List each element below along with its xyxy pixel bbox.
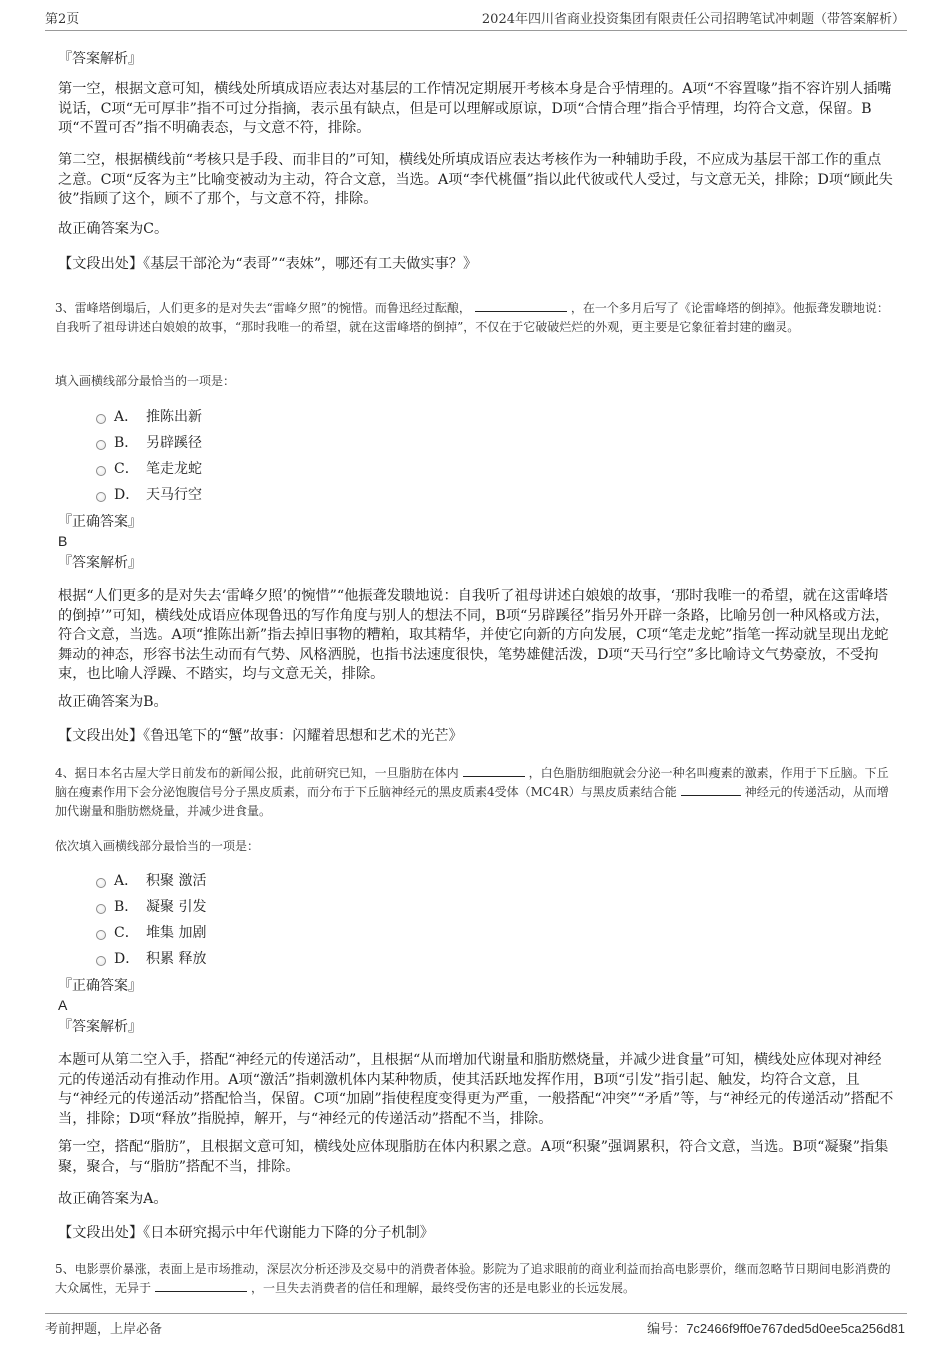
radio-icon[interactable]	[96, 440, 106, 450]
q4-analysis-p2: 第一空，搭配“脂肪”，且根据文意可知，横线处应体现脂肪在体内积累之意。A项“积聚”强调累积，符合文意，当选。B项“凝聚”指集聚，聚合，与“脂肪”搭配不当，排除。	[58, 1139, 889, 1175]
document-title: 2024年四川省商业投资集团有限责任公司招聘笔试冲刺题（带答案解析）	[481, 12, 905, 27]
radio-icon[interactable]	[96, 956, 106, 966]
q2-conclusion: 故正确答案为C。	[58, 221, 169, 237]
q3-option-c[interactable]: C． 笔走龙蛇	[96, 459, 202, 479]
radio-icon[interactable]	[96, 414, 106, 424]
q2-analysis-p1: 第一空，根据文意可知，横线处所填成语应表达对基层的工作情况定期展开考核本身是合乎情理的。A项“不容置喙”指不容许别人插嘴说话，C项“无可厚非”指不可过分指摘，表示虽有缺点，但是可以理解或原谅，D项“合情合理”指合乎情理，均符合文意，保留。B项“不置可否”指不明确表态，与文意不符，排除。	[58, 81, 892, 136]
q3-conclusion: 故正确答案为B。	[58, 694, 168, 710]
footer-divider	[45, 1313, 907, 1314]
q3-correct-answer: B	[58, 533, 68, 549]
q4-stem: 4、据日本名古屋大学日前发布的新闻公报，此前研究已知，一旦脂肪在体内 ，白色脂肪细胞就会分泌一种名叫瘦素的激素，作用于下丘脑。下丘脑在瘦素作用下会分泌饱腹信号分子黑皮质素，而分布于下丘脑神经元的黑皮质素4受体（MC4R）与黑皮质素结合能 神经元的传递活动，从而增加代谢量和脂肪燃烧量，并减少进食量。	[55, 766, 889, 818]
radio-icon[interactable]	[96, 492, 106, 502]
q2-analysis-p2: 第二空，根据横线前“考核只是手段、而非目的”可知，横线处所填成语应表达考核作为一种辅助手段，不应成为基层干部工作的重点之意。C项“反客为主”比喻变被动为主动，符合文意，当选。A项“李代桃僵”指以此代彼或代人受过，与文意无关，排除；D项“顾此失彼”指顾了这个，顾不了那个，与文意不符，排除。	[58, 152, 893, 207]
q4-conclusion: 故正确答案为A。	[58, 1191, 168, 1207]
q3-stem: 3、雷峰塔倒塌后，人们更多的是对失去“雷峰夕照”的惋惜。而鲁迅经过酝酿， ，在一个多月后写了《论雷峰塔的倒掉》。他振聋发聩地说：自我听了祖母讲述白娘娘的故事，“那时我唯一的希望，就在这雷峰塔的倒掉”，不仅在于它破破烂烂的外观，更主要是它象征着封建的幽灵。	[55, 301, 889, 334]
q2-source: 【文段出处】《基层干部沦为“表哥”“表妹”，哪还有工夫做实事？》	[58, 256, 478, 272]
q5-blank	[155, 1279, 247, 1292]
q3-blank	[475, 299, 567, 312]
radio-icon[interactable]	[96, 878, 106, 888]
radio-icon[interactable]	[96, 904, 106, 914]
q4-option-c[interactable]: C． 堆集 加剧	[96, 923, 206, 943]
document-code: 编号：7c2466f9ff0e767ded5d0ee5ca256d81	[647, 1321, 905, 1337]
page-number: 第2页	[45, 12, 80, 27]
q3-prompt: 填入画横线部分最恰当的一项是：	[55, 374, 236, 388]
q3-analysis-label: 『答案解析』	[58, 555, 142, 571]
q4-option-b[interactable]: B． 凝聚 引发	[96, 897, 206, 917]
q4-blank-2	[681, 783, 741, 796]
q3-analysis: 根据“人们更多的是对失去‘雷峰夕照’的惋惜”“他振聋发聩地说：自我听了祖母讲述白娘娘的故事，‘那时我唯一的希望，就在这雷峰塔的倒掉’”可知，横线处成语应体现鲁迅的写作角度与别人的想法不同，B项“另辟蹊径”指另外开辟一条路，比喻另创一种风格或方法，符合文意，当选。A项“推陈出新”指去掉旧事物的糟粕，取其精华，并使它向新的方向发展，C项“笔走龙蛇”指笔一挥动就呈现出龙蛇舞动的神态，形容书法生动而有气势、风格洒脱，也指书法速度很快，笔势雄健活泼，D项“天马行空”多比喻诗文气势豪放，不受拘束，也比喻人浮躁、不踏实，均与文意无关，排除。	[58, 588, 890, 682]
q3-source: 【文段出处】《鲁迅笔下的“蟹”故事：闪耀着思想和艺术的光芒》	[58, 728, 463, 744]
q4-analysis-label: 『答案解析』	[58, 1019, 142, 1035]
q2-analysis-label: 『答案解析』	[58, 51, 142, 67]
q4-option-d[interactable]: D． 积累 释放	[96, 949, 206, 969]
radio-icon[interactable]	[96, 466, 106, 476]
q4-option-a[interactable]: A． 积聚 激活	[96, 871, 206, 891]
q3-option-a[interactable]: A． 推陈出新	[96, 407, 202, 427]
q4-analysis: 本题可从第二空入手，搭配“神经元的传递活动”，且根据“从而增加代谢量和脂肪燃烧量，并减少进食量”可知，横线处应体现对神经元的传递活动有推动作用。A项“激活”指刺激机体内某种物质，使其活跃地发挥作用，B项“引发”指引起、触发，均符合文意，且与“神经元的传递活动”搭配恰当，保留。C项“加剧”指使程度变得更为严重，一般搭配“冲突”“矛盾”等，与“神经元的传递活动”搭配不当，排除；D项“释放”指脱掉，解开，与“神经元的传递活动”搭配不当，排除。	[58, 1052, 894, 1127]
q4-correct-label: 『正确答案』	[58, 978, 142, 994]
header-divider	[45, 30, 907, 31]
footer-slogan: 考前押题，上岸必备	[45, 1322, 163, 1337]
q4-correct-answer: A	[58, 997, 68, 1013]
q3-option-b[interactable]: B． 另辟蹊径	[96, 433, 202, 453]
radio-icon[interactable]	[96, 930, 106, 940]
q3-option-d[interactable]: D． 天马行空	[96, 485, 202, 505]
q4-blank-1	[463, 764, 525, 777]
q3-correct-label: 『正确答案』	[58, 514, 142, 530]
q4-source: 【文段出处】《日本研究揭示中年代谢能力下降的分子机制》	[58, 1225, 434, 1241]
q5-stem: 5、电影票价暴涨，表面上是市场推动，深层次分析还涉及交易中的消费者体验。影院为了追求眼前的商业利益而抬高电影票价，继而忽略节日期间电影消费的大众属性，无异于 ，一旦失去消费者的信任和理解，最终受伤害的还是电影业的长远发展。	[55, 1262, 891, 1295]
q4-prompt: 依次填入画横线部分最恰当的一项是：	[55, 839, 260, 853]
